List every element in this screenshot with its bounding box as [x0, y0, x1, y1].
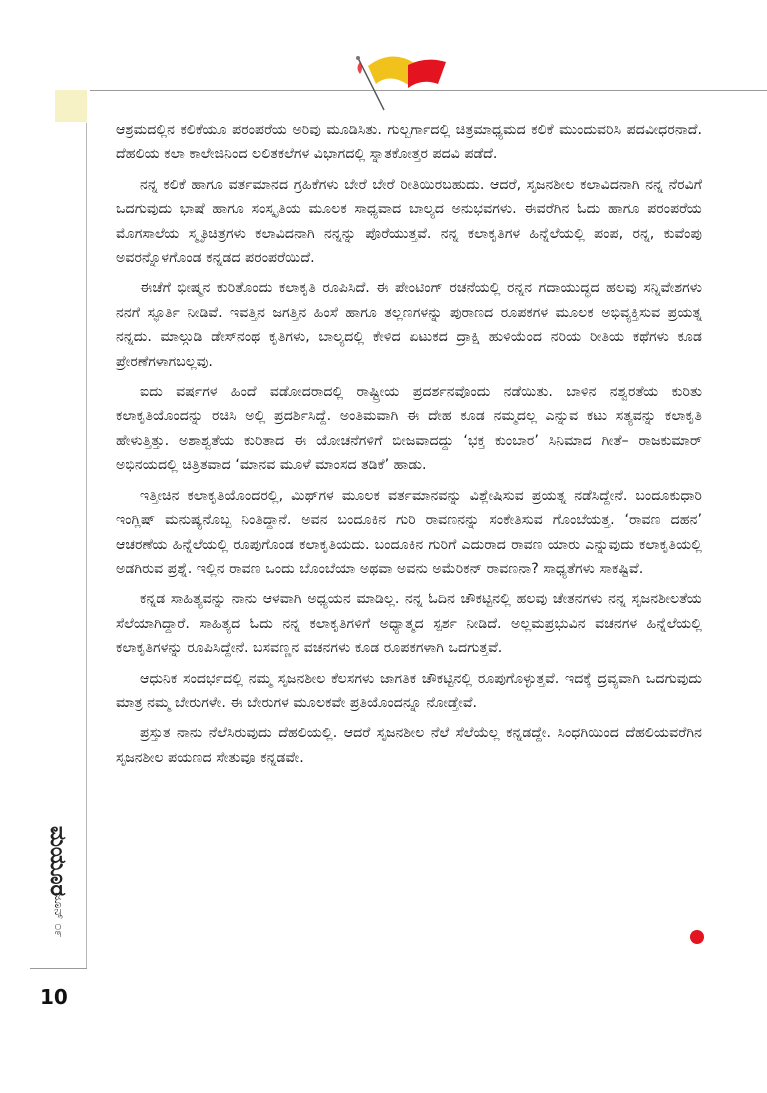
- kannada-flag-icon: [352, 44, 448, 114]
- paragraph: ಕನ್ನಡ ಸಾಹಿತ್ಯವನ್ನು ನಾನು ಆಳವಾಗಿ ಅಧ್ಯಯನ ಮಾಡಿಲ್ಲ. ನನ್ನ ಓದಿನ ಚೌಕಟ್ಟಿನಲ್ಲಿ ಹಲವು ಚೇತನಗಳು ನನ್ನ ಸೃಜನಶೀಲತೆಯ ಸೆಲೆಯಾಗಿದ್ದಾರೆ. ಸಾಹಿತ್ಯದ ಓದು ನನ್ನ ಕಲಾಕೃತಿಗಳಿಗೆ ಅಧ್ಯಾತ್ಮದ ಸ್ಪರ್ಶ ನೀಡಿದೆ. ಅಲ್ಲಮಪ್ರಭುವಿನ ವಚನಗಳ ಹಿನ್ನೆಲೆಯಲ್ಲಿ ಕಲಾಕೃತಿಗಳನ್ನು ರೂಪಿಸಿದ್ದೇನೆ. ಬಸವಣ್ಣನ ವಚನಗಳು ಕೂಡ ರೂಪಕಗಳಾಗಿ ಒದಗುತ್ತವೆ.: [116, 591, 702, 657]
- paragraph: ನನ್ನ ಕಲಿಕೆ ಹಾಗೂ ವರ್ತಮಾನದ ಗ್ರಹಿಕೆಗಳು ಬೇರೆ ಬೇರೆ ರೀತಿಯಿರಬಹುದು. ಆದರೆ, ಸೃಜನಶೀಲ ಕಲಾವಿದನಾಗಿ ನನ್ನ ನೆರವಿಗೆ ಒದಗುವುದು ಭಾಷೆ ಹಾಗೂ ಸಂಸ್ಕೃತಿಯ ಮೂಲಕ ಸಾಧ್ಯವಾದ ಬಾಲ್ಯದ ಅನುಭವಗಳು. ಈವರೆಗಿನ ಓದು ಹಾಗೂ ಪರಂಪರೆಯ ಮೊಗಸಾಲೆಯ ಸ್ಮೃತಿಚಿತ್ರಗಳು ಕಲಾವಿದನಾಗಿ ನನ್ನನ್ನು ಪೊರೆಯುತ್ತವೆ. ನನ್ನ ಕಲಾಕೃತಿಗಳ ಹಿನ್ನೆಲೆಯಲ್ಲಿ ಪಂಪ, ರನ್ನ, ಕುವೆಂಪು ಅವರನ್ನೊಳಗೊಂಡ ಕನ್ನಡದ ಪರಂಪರೆಯಿದೆ.: [116, 176, 702, 267]
- paragraph: ಇತ್ತೀಚಿನ ಕಲಾಕೃತಿಯೊಂದರಲ್ಲಿ, ಮಿಥ್‌ಗಳ ಮೂಲಕ ವರ್ತಮಾನವನ್ನು ವಿಶ್ಲೇಷಿಸುವ ಪ್ರಯತ್ನ ನಡೆಸಿದ್ದೇನೆ. ಬಂದೂಕುಧಾರಿ ಇಂಗ್ಲಿಷ್ ಮನುಷ್ಯನೊಬ್ಬ ನಿಂತಿದ್ದಾನೆ. ಅವನ ಬಂದೂಕಿನ ಗುರಿ ರಾವಣನನ್ನು ಸಂಕೇತಿಸುವ ಗೊಂಬೆಯತ್ತ. ‘ರಾವಣ ದಹನ’ ಆಚರಣೆಯ ಹಿನ್ನೆಲೆಯಲ್ಲಿ ರೂಪುಗೊಂಡ ಕಲಾಕೃತಿಯದು. ಬಂದೂಕಿನ ಗುರಿಗೆ ಎದುರಾದ ರಾವಣ ಯಾರು ಎನ್ನುವುದು ಕಲಾಕೃತಿಯಲ್ಲಿ ಅಡಗಿರುವ ಪ್ರಶ್ನೆ. ಇಲ್ಲಿನ ರಾವಣ ಒಂದು ಬೊಂಬೆಯಾ ಅಥವಾ ಅವನು ಅಮೆರಿಕನ್ ರಾವಣನಾ? ಸಾಧ್ಯತೆಗಳು ಸಾಕಷ್ಟಿವೆ.: [116, 487, 702, 577]
- end-mark-dot: [690, 930, 704, 944]
- paragraph: ಆಶ್ರಮದಲ್ಲಿನ ಕಲಿಕೆಯೂ ಪರಂಪರೆಯ ಅರಿವು ಮೂಡಿಸಿತು. ಗುಲ್ಬರ್ಗಾದಲ್ಲಿ ಚಿತ್ರಮಾಧ್ಯಮದ ಕಲಿಕೆ ಮುಂದುವರಿಸಿ ಪದವೀಧರನಾದೆ. ದೆಹಲಿಯ ಕಲಾ ಕಾಲೇಜಿನಿಂದ ಲಲಿತಕಲೆಗಳ ವಿಭಾಗದಲ್ಲಿ ಸ್ನಾತಕೋತ್ತರ ಪದವಿ ಪಡೆದೆ.: [116, 122, 702, 163]
- corner-accent: [55, 90, 87, 122]
- paragraph: ಐದು ವರ್ಷಗಳ ಹಿಂದೆ ವಡೋದರಾದಲ್ಲಿ ರಾಷ್ಟ್ರೀಯ ಪ್ರದರ್ಶನವೊಂದು ನಡೆಯಿತು. ಬಾಳಿನ ನಶ್ವರತೆಯ ಕುರಿತು ಕಲಾಕೃತಿಯೊಂದನ್ನು ರಚಿಸಿ ಅಲ್ಲಿ ಪ್ರದರ್ಶಿಸಿದ್ದೆ. ಅಂತಿಮವಾಗಿ ಈ ದೇಹ ಕೂಡ ನಮ್ಮದಲ್ಲ ಎನ್ನುವ ಕಟು ಸತ್ಯವನ್ನು ಕಲಾಕೃತಿ ಹೇಳುತ್ತಿತ್ತು. ಅಶಾಶ್ವತೆಯ ಕುರಿತಾದ ಈ ಯೋಚನೆಗಳಿಗೆ ಬೀಜವಾದದ್ದು ‘ಭಕ್ತ ಕುಂಬಾರ’ ಸಿನಿಮಾದ ಗೀತೆ– ರಾಜಕುಮಾರ್ ಅಭಿನಯದಲ್ಲಿ ಚಿತ್ರಿತವಾದ ‘ಮಾನವ ಮೂಳೆ ಮಾಂಸದ ತಡಿಕೆ’ ಹಾಡು.: [116, 384, 702, 474]
- paragraph: ಪ್ರಸ್ತುತ ನಾನು ನೆಲೆಸಿರುವುದು ದೆಹಲಿಯಲ್ಲಿ. ಆದರೆ ಸೃಜನಶೀಲ ನೆಲೆ ಸೆಲೆಯೆಲ್ಲ ಕನ್ನಡದ್ದೇ. ಸಿಂಧಗಿಯಿಂದ ದೆಹಲಿಯವರೆಗಿನ ಸೃಜನಶೀಲ ಪಯಣದ ಸೇತುವೂ ಕನ್ನಡವೇ.: [116, 725, 702, 766]
- paragraph: ಆಧುನಿಕ ಸಂದರ್ಭದಲ್ಲಿ ನಮ್ಮ ಸೃಜನಶೀಲ ಕೆಲಸಗಳು ಜಾಗತಿಕ ಚೌಕಟ್ಟಿನಲ್ಲಿ ರೂಪುಗೊಳ್ಳುತ್ತವೆ. ಇದಕ್ಕೆ ದ್ರವ್ಯವಾಗಿ ಒದಗುವುದು ಮಾತ್ರ ನಮ್ಮ ಬೇರುಗಳೇ. ಈ ಬೇರುಗಳ ಮೂಲಕವೇ ಪ್ರತಿಯೊಂದನ್ನೂ ನೋಡ್ತೇವೆ.: [116, 670, 702, 711]
- magazine-name: ಮಯೂರ: [45, 826, 71, 897]
- margin-rule: [86, 123, 87, 968]
- article-body: [116, 118, 702, 776]
- footer-rule: [30, 968, 87, 969]
- page-number: 10: [40, 985, 68, 1009]
- issue-date: ಜೂನ್ ೦೯: [52, 892, 67, 938]
- paragraph: ಈಚೆಗೆ ಭೀಷ್ಮನ ಕುರಿತೊಂದು ಕಲಾಕೃತಿ ರೂಪಿಸಿದೆ. ಈ ಪೇಂಟಿಂಗ್ ರಚನೆಯಲ್ಲಿ ರನ್ನನ ಗದಾಯುದ್ಧದ ಹಲವು ಸನ್ನಿವೇಶಗಳು ನನಗೆ ಸ್ಫೂರ್ತಿ ನೀಡಿವೆ. ಇವತ್ತಿನ ಜಗತ್ತಿನ ಹಿಂಸೆ ಹಾಗೂ ತಲ್ಲಣಗಳನ್ನು ಪುರಾಣದ ರೂಪಕಗಳ ಮೂಲಕ ಅಭಿವ್ಯಕ್ತಿಸುವ ಪ್ರಯತ್ನ ನನ್ನದು. ಮಾಲ್ಗುಡಿ ಡೇಸ್‌ನಂಥ ಕೃತಿಗಳು, ಬಾಲ್ಯದಲ್ಲಿ ಕೇಳಿದ ಏಟುಕದ ದ್ರಾಕ್ಷಿ ಹುಳಿಯೆಂದ ನರಿಯ ರೀತಿಯ ಕಥೆಗಳು ಕೂಡ ಪ್ರೇರಣೆಗಳಾಗಬಲ್ಲವು.: [116, 280, 702, 370]
